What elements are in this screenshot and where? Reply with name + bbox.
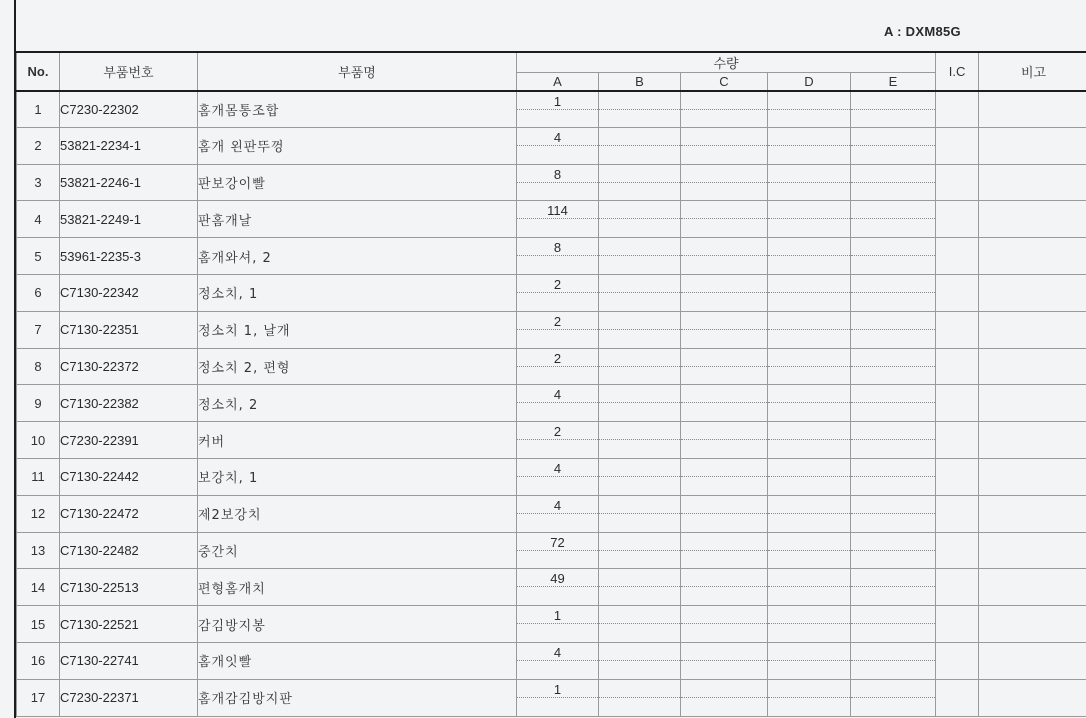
quantity-value (851, 203, 935, 219)
quantity-value (851, 167, 935, 183)
quantity-value (768, 351, 850, 367)
header-part-number: 부품번호 (60, 52, 198, 91)
remarks-cell (979, 201, 1086, 238)
quantity-value (599, 608, 680, 624)
part-name-cell: 정소치, 2 (198, 385, 517, 422)
qty-b-cell (599, 348, 681, 385)
qty-b-cell (599, 164, 681, 201)
quantity-value (768, 608, 850, 624)
quantity-value (851, 535, 935, 551)
remarks-cell (979, 606, 1086, 643)
table-row (17, 311, 1086, 348)
table-row (17, 385, 1086, 422)
qty-c-cell (681, 642, 768, 679)
ic-cell (936, 422, 979, 459)
table-row (17, 532, 1086, 569)
quantity-value: 2 (517, 424, 598, 440)
remarks-cell (979, 385, 1086, 422)
quantity-value (599, 461, 680, 477)
part-name-cell: 정소치 2, 편형 (198, 348, 517, 385)
quantity-value (851, 94, 935, 110)
quantity-value (599, 498, 680, 514)
part-number-cell: 53821-2246-1 (60, 164, 198, 201)
qty-a-cell (517, 458, 599, 495)
parts-table-body (17, 91, 1086, 717)
quantity-value: 1 (517, 608, 598, 624)
quantity-value (599, 645, 680, 661)
table-row (17, 238, 1086, 275)
row-number: 7 (17, 311, 60, 348)
qty-a-cell (517, 238, 599, 275)
parts-sheet (14, 0, 1086, 718)
quantity-value (599, 424, 680, 440)
qty-a-cell (517, 91, 599, 128)
qty-e-cell (851, 569, 936, 606)
quantity-value (768, 387, 850, 403)
qty-a-cell (517, 642, 599, 679)
row-number: 14 (17, 569, 60, 606)
part-number-cell: C7130-22482 (60, 532, 198, 569)
quantity-value: 2 (517, 351, 598, 367)
table-row (17, 348, 1086, 385)
remarks-cell (979, 91, 1086, 128)
quantity-value (851, 645, 935, 661)
qty-e-cell (851, 458, 936, 495)
qty-b-cell (599, 91, 681, 128)
row-number: 8 (17, 348, 60, 385)
ic-cell (936, 642, 979, 679)
qty-e-cell (851, 311, 936, 348)
quantity-value (681, 535, 767, 551)
qty-e-cell (851, 385, 936, 422)
row-number: 12 (17, 495, 60, 532)
ic-cell (936, 91, 979, 128)
parts-table (16, 51, 1086, 717)
part-number-cell: C7130-22521 (60, 606, 198, 643)
ic-cell (936, 385, 979, 422)
qty-c-cell (681, 422, 768, 459)
table-row (17, 606, 1086, 643)
qty-d-cell (768, 201, 851, 238)
header-no: No. (17, 52, 60, 91)
remarks-cell (979, 274, 1086, 311)
qty-d-cell (768, 385, 851, 422)
quantity-value (681, 424, 767, 440)
qty-c-cell (681, 127, 768, 164)
qty-e-cell (851, 532, 936, 569)
qty-c-cell (681, 679, 768, 716)
qty-d-cell (768, 422, 851, 459)
qty-c-cell (681, 532, 768, 569)
quantity-value (599, 535, 680, 551)
quantity-value (681, 608, 767, 624)
ic-cell (936, 127, 979, 164)
table-row (17, 422, 1086, 459)
quantity-value (681, 682, 767, 698)
qty-e-cell (851, 274, 936, 311)
qty-b-cell (599, 606, 681, 643)
qty-a-cell (517, 422, 599, 459)
part-name-cell: 감김방지봉 (198, 606, 517, 643)
ic-cell (936, 679, 979, 716)
quantity-value: 114 (517, 203, 598, 219)
quantity-value (599, 387, 680, 403)
qty-a-cell (517, 495, 599, 532)
qty-e-cell (851, 495, 936, 532)
ic-cell (936, 274, 979, 311)
part-name-cell: 정소치, 1 (198, 274, 517, 311)
row-number: 3 (17, 164, 60, 201)
quantity-value: 8 (517, 167, 598, 183)
table-row (17, 642, 1086, 679)
quantity-value (681, 387, 767, 403)
model-label: A : DXM85G (884, 24, 961, 39)
quantity-value (851, 498, 935, 514)
qty-c-cell (681, 606, 768, 643)
quantity-value (768, 130, 850, 146)
quantity-value (768, 498, 850, 514)
quantity-value (768, 645, 850, 661)
part-name-cell: 홈개몸통조합 (198, 91, 517, 128)
quantity-value (599, 571, 680, 587)
row-number: 10 (17, 422, 60, 459)
row-number: 6 (17, 274, 60, 311)
part-name-cell: 홈개와셔, 2 (198, 238, 517, 275)
ic-cell (936, 201, 979, 238)
qty-d-cell (768, 569, 851, 606)
part-number-cell: 53961-2235-3 (60, 238, 198, 275)
qty-c-cell (681, 91, 768, 128)
quantity-value (599, 240, 680, 256)
qty-e-cell (851, 201, 936, 238)
quantity-value: 4 (517, 130, 598, 146)
qty-b-cell (599, 238, 681, 275)
header-ic: I.C (936, 52, 979, 91)
quantity-value (681, 351, 767, 367)
qty-c-cell (681, 164, 768, 201)
quantity-value (851, 571, 935, 587)
qty-d-cell (768, 164, 851, 201)
quantity-value (599, 203, 680, 219)
quantity-value (851, 130, 935, 146)
qty-c-cell (681, 274, 768, 311)
quantity-value (599, 167, 680, 183)
part-name-cell: 판홈개날 (198, 201, 517, 238)
quantity-value (768, 682, 850, 698)
quantity-value (851, 277, 935, 293)
qty-d-cell (768, 91, 851, 128)
quantity-value (851, 682, 935, 698)
table-row (17, 274, 1086, 311)
row-number: 1 (17, 91, 60, 128)
quantity-value (681, 277, 767, 293)
quantity-value (599, 351, 680, 367)
part-number-cell: C7230-22391 (60, 422, 198, 459)
ic-cell (936, 311, 979, 348)
part-name-cell: 정소치 1, 날개 (198, 311, 517, 348)
qty-a-cell (517, 311, 599, 348)
quantity-value (681, 645, 767, 661)
remarks-cell (979, 569, 1086, 606)
qty-a-cell (517, 348, 599, 385)
qty-b-cell (599, 422, 681, 459)
part-name-cell: 홈개감김방지판 (198, 679, 517, 716)
header-qty-e: E (851, 73, 936, 91)
row-number: 9 (17, 385, 60, 422)
table-row (17, 164, 1086, 201)
ic-cell (936, 348, 979, 385)
quantity-value (768, 535, 850, 551)
ic-cell (936, 164, 979, 201)
qty-a-cell (517, 385, 599, 422)
qty-c-cell (681, 385, 768, 422)
ic-cell (936, 238, 979, 275)
remarks-cell (979, 127, 1086, 164)
qty-e-cell (851, 238, 936, 275)
quantity-value (681, 498, 767, 514)
table-row (17, 127, 1086, 164)
table-row (17, 569, 1086, 606)
quantity-value (599, 94, 680, 110)
quantity-value: 49 (517, 571, 598, 587)
part-number-cell: C7230-22371 (60, 679, 198, 716)
qty-b-cell (599, 201, 681, 238)
row-number: 4 (17, 201, 60, 238)
part-number-cell: C7130-22472 (60, 495, 198, 532)
row-number: 5 (17, 238, 60, 275)
qty-b-cell (599, 642, 681, 679)
row-number: 15 (17, 606, 60, 643)
quantity-value (681, 130, 767, 146)
quantity-value (768, 203, 850, 219)
ic-cell (936, 569, 979, 606)
quantity-value (768, 167, 850, 183)
qty-e-cell (851, 679, 936, 716)
remarks-cell (979, 311, 1086, 348)
remarks-cell (979, 348, 1086, 385)
header-remarks: 비고 (979, 52, 1086, 91)
row-number: 17 (17, 679, 60, 716)
qty-d-cell (768, 606, 851, 643)
qty-d-cell (768, 532, 851, 569)
header-qty-b: B (599, 73, 681, 91)
header-qty-d: D (768, 73, 851, 91)
qty-b-cell (599, 679, 681, 716)
part-number-cell: C7130-22342 (60, 274, 198, 311)
qty-c-cell (681, 311, 768, 348)
quantity-value (681, 240, 767, 256)
quantity-value: 4 (517, 498, 598, 514)
part-number-cell: C7130-22442 (60, 458, 198, 495)
qty-d-cell (768, 238, 851, 275)
table-row (17, 91, 1086, 128)
part-name-cell: 홈개잇빨 (198, 642, 517, 679)
row-number: 11 (17, 458, 60, 495)
qty-d-cell (768, 348, 851, 385)
quantity-value (851, 387, 935, 403)
quantity-value: 1 (517, 94, 598, 110)
quantity-value (851, 314, 935, 330)
qty-b-cell (599, 311, 681, 348)
qty-b-cell (599, 458, 681, 495)
part-name-cell: 편형홈개치 (198, 569, 517, 606)
qty-a-cell (517, 274, 599, 311)
quantity-value (768, 314, 850, 330)
quantity-value (851, 351, 935, 367)
part-number-cell: C7130-22513 (60, 569, 198, 606)
qty-e-cell (851, 348, 936, 385)
part-name-cell: 보강치, 1 (198, 458, 517, 495)
qty-c-cell (681, 238, 768, 275)
remarks-cell (979, 238, 1086, 275)
table-row (17, 458, 1086, 495)
quantity-value (681, 461, 767, 477)
quantity-value (851, 461, 935, 477)
quantity-value (599, 682, 680, 698)
remarks-cell (979, 679, 1086, 716)
quantity-value: 8 (517, 240, 598, 256)
qty-a-cell (517, 201, 599, 238)
qty-b-cell (599, 532, 681, 569)
qty-e-cell (851, 422, 936, 459)
qty-a-cell (517, 532, 599, 569)
qty-a-cell (517, 606, 599, 643)
quantity-value (768, 277, 850, 293)
qty-d-cell (768, 495, 851, 532)
qty-e-cell (851, 606, 936, 643)
qty-c-cell (681, 495, 768, 532)
quantity-value: 72 (517, 535, 598, 551)
qty-d-cell (768, 127, 851, 164)
qty-e-cell (851, 164, 936, 201)
qty-e-cell (851, 91, 936, 128)
qty-c-cell (681, 348, 768, 385)
qty-d-cell (768, 274, 851, 311)
row-number: 16 (17, 642, 60, 679)
header-part-name: 부품명 (198, 52, 517, 91)
quantity-value (768, 94, 850, 110)
quantity-value (681, 203, 767, 219)
qty-d-cell (768, 458, 851, 495)
quantity-value (681, 314, 767, 330)
header-qty-a: A (517, 73, 599, 91)
qty-a-cell (517, 569, 599, 606)
qty-c-cell (681, 569, 768, 606)
qty-b-cell (599, 385, 681, 422)
quantity-value (851, 424, 935, 440)
quantity-value: 4 (517, 387, 598, 403)
part-name-cell: 중간치 (198, 532, 517, 569)
part-number-cell: C7130-22382 (60, 385, 198, 422)
part-number-cell: 53821-2234-1 (60, 127, 198, 164)
qty-b-cell (599, 495, 681, 532)
qty-e-cell (851, 127, 936, 164)
quantity-value (681, 167, 767, 183)
quantity-value (599, 314, 680, 330)
header-qty-c: C (681, 73, 768, 91)
qty-d-cell (768, 642, 851, 679)
table-row (17, 495, 1086, 532)
qty-b-cell (599, 127, 681, 164)
part-number-cell: 53821-2249-1 (60, 201, 198, 238)
qty-c-cell (681, 458, 768, 495)
remarks-cell (979, 422, 1086, 459)
qty-c-cell (681, 201, 768, 238)
part-number-cell: C7130-22372 (60, 348, 198, 385)
quantity-value: 4 (517, 645, 598, 661)
part-name-cell: 제2보강치 (198, 495, 517, 532)
part-name-cell: 판보강이빨 (198, 164, 517, 201)
ic-cell (936, 458, 979, 495)
part-number-cell: C7130-22351 (60, 311, 198, 348)
quantity-value (599, 130, 680, 146)
remarks-cell (979, 642, 1086, 679)
table-row (17, 679, 1086, 716)
quantity-value: 1 (517, 682, 598, 698)
quantity-value (768, 424, 850, 440)
ic-cell (936, 532, 979, 569)
remarks-cell (979, 164, 1086, 201)
part-name-cell: 커버 (198, 422, 517, 459)
header-row (17, 52, 1086, 73)
qty-e-cell (851, 642, 936, 679)
qty-a-cell (517, 679, 599, 716)
quantity-value: 4 (517, 461, 598, 477)
qty-a-cell (517, 127, 599, 164)
ic-cell (936, 495, 979, 532)
quantity-value: 2 (517, 277, 598, 293)
qty-d-cell (768, 311, 851, 348)
quantity-value: 2 (517, 314, 598, 330)
part-name-cell: 홈개 왼판뚜껑 (198, 127, 517, 164)
qty-d-cell (768, 679, 851, 716)
qty-b-cell (599, 569, 681, 606)
remarks-cell (979, 495, 1086, 532)
part-number-cell: C7230-22302 (60, 91, 198, 128)
quantity-value (851, 608, 935, 624)
part-number-cell: C7130-22741 (60, 642, 198, 679)
remarks-cell (979, 532, 1086, 569)
qty-b-cell (599, 274, 681, 311)
quantity-value (599, 277, 680, 293)
quantity-value (768, 461, 850, 477)
quantity-value (851, 240, 935, 256)
remarks-cell (979, 458, 1086, 495)
quantity-value (768, 240, 850, 256)
header-quantity: 수량 (517, 52, 936, 73)
qty-a-cell (517, 164, 599, 201)
table-row (17, 201, 1086, 238)
row-number: 13 (17, 532, 60, 569)
ic-cell (936, 606, 979, 643)
quantity-value (768, 571, 850, 587)
row-number: 2 (17, 127, 60, 164)
quantity-value (681, 94, 767, 110)
quantity-value (681, 571, 767, 587)
